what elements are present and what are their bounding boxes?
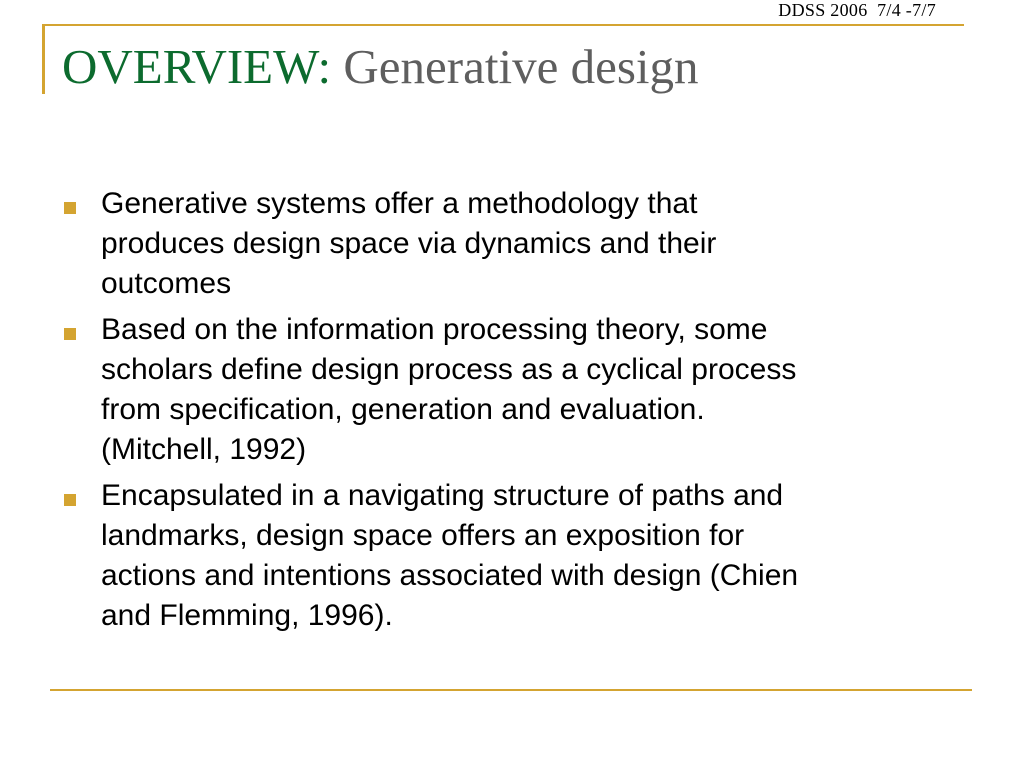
bullet-list [62, 184, 972, 642]
slide-title [62, 40, 699, 94]
bottom-frame-line [50, 689, 972, 691]
title-main: OVERVIEW: [62, 39, 332, 94]
bullet-line: Based on the information processing theory, some [101, 313, 768, 346]
bullet-line: actions and intentions associated with design (Chien [101, 559, 799, 592]
bullet-line: (Mitchell, 1992) [101, 433, 307, 466]
bullet-line: from specification, generation and evaluation. [101, 393, 705, 426]
title-sub: Generative design [343, 39, 699, 94]
bullet-item [62, 476, 972, 636]
square-bullet-icon [64, 494, 76, 506]
bullet-line: Encapsulated in a navigating structure of paths and [101, 479, 784, 512]
bullet-line: produces design space via dynamics and their [101, 227, 717, 260]
bullet-line: landmarks, design space offers an exposition for [101, 519, 745, 552]
bullet-line: and Flemming, 1996). [101, 599, 393, 632]
bullet-item [62, 310, 972, 470]
bullet-line: Generative systems offer a methodology that [101, 187, 698, 220]
square-bullet-icon [64, 328, 76, 340]
conference-date-note: DDSS 2006 7/4 -7/7 [778, 0, 936, 20]
square-bullet-icon [64, 202, 76, 214]
bullet-line: scholars define design process as a cyclical process [101, 353, 797, 386]
bullet-item [62, 184, 972, 304]
bullet-line: outcomes [101, 267, 232, 300]
left-frame-line [42, 24, 45, 94]
top-frame-line [42, 24, 964, 26]
